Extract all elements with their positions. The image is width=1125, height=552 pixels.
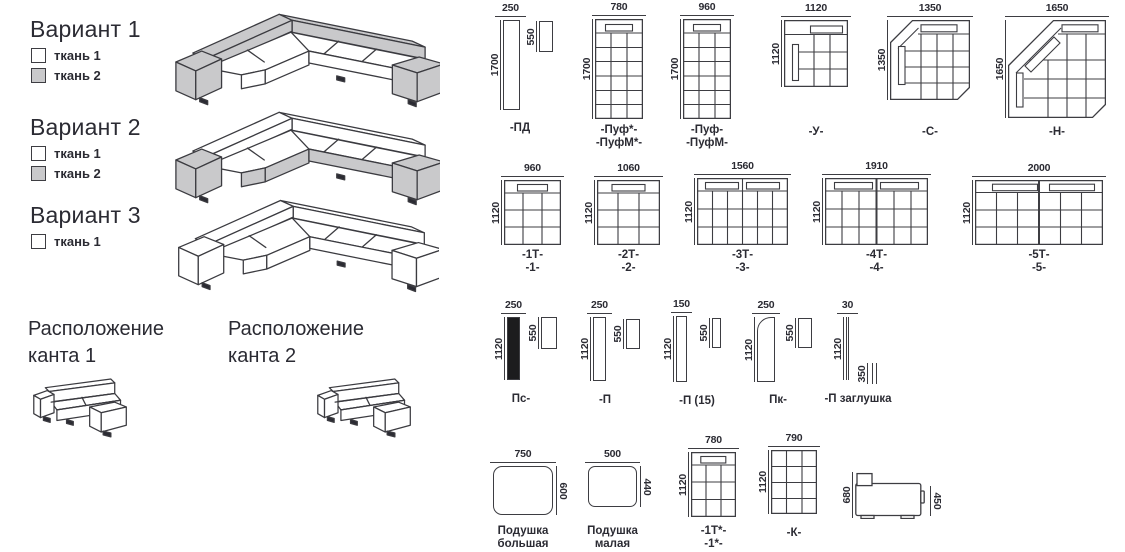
fabric-2-swatch xyxy=(31,68,46,83)
module-label-line2: -3- xyxy=(735,262,750,274)
dim-extra xyxy=(524,21,537,52)
module-label xyxy=(522,249,543,275)
module-label xyxy=(701,525,727,551)
module-label xyxy=(809,126,824,139)
dim-line xyxy=(887,16,973,17)
module-label xyxy=(866,249,887,275)
dim-height xyxy=(831,317,844,380)
dim-seat-height xyxy=(930,486,943,516)
edge-2-title-line2: канта 2 xyxy=(228,345,297,367)
variant-2-legend-fabric-1 xyxy=(31,146,101,161)
dim-height-value: 1120 xyxy=(682,200,695,223)
dim-height xyxy=(769,20,782,87)
module-puf xyxy=(668,1,731,149)
module-label-line1: -У- xyxy=(808,126,824,138)
module-pk xyxy=(742,299,796,406)
variant-1-legend-fabric-2 xyxy=(31,68,101,83)
module-3t xyxy=(682,160,788,274)
dim-line xyxy=(694,174,791,175)
module-body xyxy=(593,317,606,381)
dim-height-value: 1700 xyxy=(580,57,593,81)
dim-height xyxy=(875,20,888,100)
edge-2-sofa-drawing xyxy=(312,374,418,438)
module-label-line2: -4- xyxy=(869,262,884,274)
module-label xyxy=(587,525,638,551)
dim-height xyxy=(640,466,653,507)
module-4t xyxy=(810,160,928,274)
module-label-line1: -П (15) xyxy=(679,395,715,407)
dim-width-value: 250 xyxy=(505,299,522,311)
back-cushion-rect xyxy=(541,317,557,349)
dim-height-value: 1120 xyxy=(756,471,769,493)
module-label xyxy=(732,249,753,275)
fabric-1-label: ткань 1 xyxy=(54,146,101,161)
dim-height-value: 1120 xyxy=(676,473,689,496)
module-body xyxy=(1008,20,1106,118)
dim-width xyxy=(688,435,739,449)
module-body xyxy=(503,20,520,110)
module-s xyxy=(875,2,970,138)
module-label-line1: Подушка xyxy=(587,525,638,537)
dim-width-value: 1120 xyxy=(805,2,827,14)
back-cushion-rect xyxy=(798,318,812,348)
module-n xyxy=(993,2,1106,138)
dim-width-value: 1910 xyxy=(865,160,888,172)
dim-line xyxy=(671,312,692,313)
fabric-1-swatch xyxy=(31,146,46,161)
dim-width xyxy=(768,433,820,447)
dim-width-value: 30 xyxy=(841,299,854,311)
variant-2-sofa-drawing xyxy=(162,108,440,208)
fabric-1-swatch xyxy=(31,48,46,63)
back-cushion xyxy=(526,317,557,349)
dim-height xyxy=(556,466,569,515)
module-label-line1: -5Т- xyxy=(1028,249,1050,261)
module-p xyxy=(578,299,624,406)
dim-width-value: 960 xyxy=(698,1,716,13)
module-p15 xyxy=(661,298,715,407)
dim-height-value: 1120 xyxy=(489,201,502,224)
back-cushion xyxy=(697,318,721,348)
module-label-line2: -ПуфМ*- xyxy=(595,137,643,149)
variant-1-legend-fabric-1 xyxy=(31,48,101,63)
module-label-line1: -Пуф- xyxy=(690,124,724,136)
edge-1-sofa-drawing xyxy=(28,374,134,438)
variant-3-legend-fabric-1 xyxy=(31,234,101,249)
dim-width-value: 150 xyxy=(673,298,690,310)
dim-height xyxy=(582,180,595,245)
back-cushion xyxy=(611,319,640,349)
module-body xyxy=(493,466,553,515)
dim-height-value: 1120 xyxy=(742,338,755,361)
dim-height xyxy=(756,450,769,514)
module-label xyxy=(1028,249,1049,275)
edge-1-title-line2: канта 1 xyxy=(28,345,97,367)
dim-width xyxy=(752,300,780,314)
dim-width xyxy=(972,163,1106,177)
fabric-1-label: ткань 1 xyxy=(54,234,101,249)
dim-height xyxy=(578,317,591,381)
dim-width xyxy=(501,163,564,177)
dim-width-value: 1650 xyxy=(1045,2,1069,14)
dim-line xyxy=(768,446,820,447)
dim-extra xyxy=(611,319,624,349)
dim-line xyxy=(822,174,931,175)
module-label-line1: -1Т*- xyxy=(700,525,727,537)
module-label xyxy=(787,527,802,540)
dim-line xyxy=(501,313,526,314)
dim-line xyxy=(585,462,640,463)
module-5t xyxy=(960,162,1103,274)
dim-extra xyxy=(526,317,539,349)
module-label xyxy=(922,126,938,139)
module-2t xyxy=(582,162,660,274)
module-label-line2: -2- xyxy=(621,262,636,274)
dim-width-value: 1350 xyxy=(918,2,942,14)
dim-width xyxy=(592,2,646,16)
module-side-view xyxy=(840,470,943,519)
module-label xyxy=(769,394,787,407)
dim-width-value: 1560 xyxy=(731,160,754,172)
dim-height-value: 1120 xyxy=(810,200,823,223)
plug-line-1 xyxy=(872,363,874,384)
dim-width-value: 750 xyxy=(514,448,532,460)
module-body xyxy=(846,317,849,380)
module-pd xyxy=(488,2,537,134)
dim-width xyxy=(490,449,556,463)
dim-height xyxy=(993,20,1006,118)
dim-height-value: 1700 xyxy=(668,57,681,81)
plug-line-2 xyxy=(876,363,878,384)
dim-extra-value: 350 xyxy=(855,365,868,382)
dim-line xyxy=(490,462,556,463)
dim-width xyxy=(501,300,526,314)
dim-width xyxy=(1005,3,1109,17)
dim-height xyxy=(682,178,695,245)
module-cushion-small xyxy=(587,448,653,550)
dim-width xyxy=(680,2,734,16)
module-body xyxy=(825,178,928,245)
module-label xyxy=(596,124,642,150)
dim-width xyxy=(694,161,791,175)
module-1t-star xyxy=(676,434,736,550)
module-body xyxy=(975,180,1103,245)
dim-back-height-value: 680 xyxy=(840,486,853,504)
dim-width-value: 1060 xyxy=(617,162,640,174)
module-label-line2: -1*- xyxy=(704,538,723,550)
module-label-line1: -П заглушка xyxy=(824,393,892,405)
variant-3-title: Вариант 3 xyxy=(30,202,141,228)
dim-line xyxy=(592,15,646,16)
fabric-2-label: ткань 2 xyxy=(54,68,101,83)
dim-height xyxy=(810,178,823,245)
dim-height xyxy=(661,316,674,382)
dim-width-value: 250 xyxy=(757,299,775,311)
dim-extra-value: 550 xyxy=(783,324,796,342)
dim-line xyxy=(594,176,663,177)
dim-line xyxy=(752,313,780,314)
module-label xyxy=(824,393,891,406)
back-cushion-rect xyxy=(626,319,640,349)
module-label-line1: -К- xyxy=(786,527,802,539)
module-body xyxy=(771,450,817,514)
module-label-line1: -ПД xyxy=(509,122,531,134)
module-label-line1: -Пуф*- xyxy=(600,124,638,136)
fabric-2-label: ткань 2 xyxy=(54,166,101,181)
dim-height-value: 1700 xyxy=(488,53,501,77)
dim-extra-value: 550 xyxy=(697,324,710,342)
module-body xyxy=(691,452,736,517)
dim-extra xyxy=(855,363,868,384)
dim-width xyxy=(594,163,663,177)
module-ps xyxy=(492,299,539,405)
dim-extra xyxy=(697,318,710,348)
dim-width-value: 960 xyxy=(524,162,541,174)
dim-extra-value: 550 xyxy=(611,325,624,343)
dim-width-value: 780 xyxy=(610,1,628,13)
dim-line xyxy=(680,15,734,16)
module-label-line2: -ПуфМ- xyxy=(686,137,728,149)
module-label xyxy=(599,394,611,407)
dim-height xyxy=(489,180,502,245)
back-cushion-rect xyxy=(539,21,553,52)
dim-line xyxy=(688,448,739,449)
dim-width-value: 2000 xyxy=(1027,162,1051,174)
variant-2-title: Вариант 2 xyxy=(30,114,141,140)
fabric-1-swatch xyxy=(31,234,46,249)
module-label-line2: большая xyxy=(497,538,549,550)
dim-width-value: 250 xyxy=(591,299,608,311)
dim-width xyxy=(671,299,692,313)
dim-extra-value: 550 xyxy=(524,28,537,45)
dim-extra-value: 550 xyxy=(526,324,539,342)
module-label xyxy=(498,525,549,551)
dim-width xyxy=(887,3,973,17)
back-cushion-rect xyxy=(712,318,721,348)
module-cushion-large xyxy=(493,448,569,550)
edge-1-title-line1: Расположение xyxy=(28,318,164,340)
dim-line xyxy=(501,176,564,177)
edge-2-title xyxy=(228,316,364,370)
dim-width xyxy=(781,3,851,17)
dim-width xyxy=(585,449,640,463)
module-k xyxy=(756,432,817,539)
module-1t xyxy=(489,162,561,274)
module-label xyxy=(510,122,530,135)
dim-height-value: 1120 xyxy=(578,338,591,360)
dim-height-value: 1650 xyxy=(993,57,1006,81)
module-body xyxy=(683,19,731,119)
variant-1-title: Вариант 1 xyxy=(30,16,141,42)
module-label-line1: -1Т- xyxy=(521,249,544,261)
plug-strip xyxy=(855,363,877,384)
dim-width-value: 250 xyxy=(502,2,519,14)
back-cushion xyxy=(783,318,812,348)
dim-width xyxy=(495,3,526,17)
module-label-line1: -П xyxy=(598,394,612,406)
dim-width-value: 790 xyxy=(785,432,803,444)
module-label-line1: -С- xyxy=(922,126,938,138)
module-body xyxy=(697,178,788,245)
dim-height-value: 440 xyxy=(640,478,653,495)
module-label-line1: -4Т- xyxy=(865,249,888,261)
dim-extra xyxy=(783,318,796,348)
dim-height xyxy=(742,317,755,382)
dim-height-value: 1120 xyxy=(769,42,782,65)
dim-height xyxy=(580,19,593,119)
dim-line xyxy=(1005,16,1109,17)
module-label-line1: Подушка xyxy=(497,525,549,537)
module-label-line1: -2Т- xyxy=(617,249,640,261)
dim-height xyxy=(488,20,501,110)
module-label-line2: -5- xyxy=(1031,262,1047,274)
dim-line xyxy=(495,16,526,17)
fabric-2-swatch xyxy=(31,166,46,181)
dim-height-value: 1120 xyxy=(582,201,595,224)
module-p-plug xyxy=(824,299,892,405)
module-body xyxy=(595,19,643,119)
module-label-line1: Пс- xyxy=(511,393,531,405)
module-label xyxy=(679,395,715,408)
dim-line xyxy=(837,313,858,314)
dim-height-value: 1120 xyxy=(492,337,505,360)
dim-height-value: 1350 xyxy=(875,48,888,72)
module-label xyxy=(1049,126,1065,139)
dim-back-height xyxy=(840,472,853,518)
dim-width xyxy=(587,300,612,314)
module-label-line1: -Н- xyxy=(1049,126,1065,138)
module-label xyxy=(618,249,639,275)
dim-line xyxy=(781,16,851,17)
dim-line xyxy=(972,176,1106,177)
dim-width xyxy=(837,300,858,314)
dim-height-value: 1120 xyxy=(661,338,674,360)
module-label-line2: -1- xyxy=(525,262,540,274)
variant-2-legend-fabric-2 xyxy=(31,166,101,181)
dim-height xyxy=(960,180,973,245)
module-body xyxy=(784,20,848,87)
dim-width-value: 500 xyxy=(604,448,621,460)
module-label-line2: малая xyxy=(594,538,631,550)
dim-width-value: 780 xyxy=(705,434,722,446)
module-label xyxy=(686,124,728,150)
dim-height-value: 600 xyxy=(556,482,569,499)
module-puf-star xyxy=(580,1,643,149)
dim-seat-height-value: 450 xyxy=(930,492,943,510)
variant-1-sofa-drawing xyxy=(162,10,440,110)
module-body xyxy=(676,316,687,382)
fabric-1-label: ткань 1 xyxy=(54,48,101,63)
module-body xyxy=(588,466,637,507)
back-cushion xyxy=(524,21,553,52)
dim-width xyxy=(822,161,931,175)
dim-line xyxy=(587,313,612,314)
module-body xyxy=(597,180,660,245)
edge-2-title-line1: Расположение xyxy=(228,318,364,340)
module-body xyxy=(890,20,970,100)
module-body xyxy=(504,180,561,245)
module-body xyxy=(855,470,927,519)
edge-1-title xyxy=(28,316,164,370)
module-u xyxy=(769,2,848,138)
module-label xyxy=(512,393,531,406)
module-label-line1: -3Т- xyxy=(731,249,754,261)
dim-height xyxy=(676,452,689,517)
dim-height xyxy=(668,19,681,119)
dim-height xyxy=(492,317,505,380)
module-body xyxy=(757,317,775,382)
module-body xyxy=(507,317,520,380)
dim-height-value: 1120 xyxy=(831,337,844,360)
variant-3-sofa-drawing xyxy=(165,196,439,295)
dim-height-value: 1120 xyxy=(960,201,973,224)
module-label-line1: Пк- xyxy=(769,394,787,406)
